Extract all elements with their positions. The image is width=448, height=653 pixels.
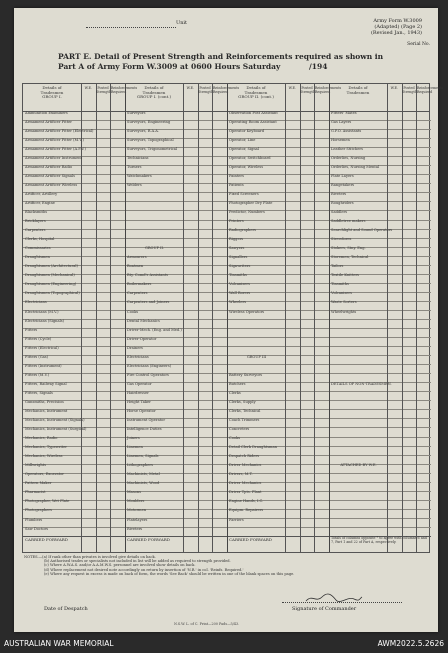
tradesman-cell: Saddletree makers <box>331 219 366 224</box>
sub-header: Reinforcements Required <box>314 86 342 94</box>
tradesman-cell: Driver Tpts. Plant <box>229 490 262 495</box>
tradesman-cell: Instrument Operator <box>127 418 166 423</box>
tradesman-cell: Equipm. Repairers <box>229 508 264 513</box>
tradesman-cell: Photographer Dry Plate <box>229 201 273 206</box>
tradesman-cell: Fixed Screeners <box>229 191 259 196</box>
tradesman-cell: Drainers <box>127 345 143 350</box>
sub-column-line <box>387 84 388 552</box>
form-id: Army Form W.3009 <box>373 18 422 24</box>
note-e: (e) Where any request in excess is made on back of form, the words 'See Back' should be written in one of the blank spaces on this page. <box>44 571 295 576</box>
tradesman-cell: Horse Operator <box>127 409 156 413</box>
tradesman-cell: Coach Trimmers <box>229 418 260 423</box>
tradesman-cell: Draughtsmen (Engineering) <box>25 282 77 287</box>
tradesman-cell: Rangetakers <box>331 182 355 187</box>
tradesman-cell: Plate Layers <box>331 173 354 178</box>
date-of-despatch-label: Date of Despatch <box>44 606 88 612</box>
carried-forward-label: CARRIED FORWARD <box>229 537 272 542</box>
tradesman-cell: Surveyors, Trigonometrical <box>127 146 178 151</box>
tradesman-cell: GROUP III <box>246 354 267 359</box>
tradesman-cell: Lithographers <box>127 463 153 468</box>
tradesman-cell: Hairdresser <box>127 390 149 395</box>
tradesman-cell: Motormen <box>127 508 147 513</box>
tradesman-cell: Armament Artificer Radio <box>25 164 73 169</box>
note-d: (d) Where replacement not desired note accordingly on return by insertion of 'N.R.' in col. 'Reinfs. Required.' <box>44 567 244 572</box>
tradesman-cell: Fitters (M.V.) <box>25 372 50 377</box>
tradesman-cell: Millwrights <box>25 463 46 468</box>
tradesman-cell: Textile Knitters <box>331 273 360 278</box>
tradesman-cell: Vulcanisers <box>331 291 352 296</box>
handwritten-signature <box>304 592 364 604</box>
tradesman-cell: Armament Artificer Signals <box>25 173 75 178</box>
form-id-block <box>371 18 422 36</box>
sub-column-line <box>183 84 184 552</box>
tradesman-cell: Operator, Signal <box>229 146 259 151</box>
tradesman-cell: Dental Mechanics <box>127 318 160 323</box>
tradesman-cell: Saw Doctors <box>25 526 49 531</box>
tradesman-cell: Pharmacist <box>25 490 46 495</box>
tradesman-cell: Riggers <box>229 237 244 242</box>
tradesman-cell: Carpenters <box>25 228 46 233</box>
tradesman-cell: Sawyers <box>229 246 245 251</box>
sub-header: W.E. <box>288 86 296 90</box>
tradesman-cell: Driver Mechanics <box>229 481 262 486</box>
tradesman-cell: Wheelwrights <box>331 309 357 314</box>
tradesman-cell: Detail Clerk Draughtsman <box>229 445 277 450</box>
tradesman-cell: ATTACHED BY W.E. <box>340 463 377 468</box>
tradesman-cell: Leather Stitchers <box>331 146 363 151</box>
tradesman-cell: Turners <box>127 164 142 169</box>
tradesman-cell: Signwriters <box>229 264 251 269</box>
tradesman-cell: Carpenters and Joiners <box>127 300 170 305</box>
sub-column-line <box>402 84 403 552</box>
tradesman-cell: Bricklayers <box>25 219 46 224</box>
tradesman-cell: Armament Artificer Fitter (M.V.) <box>25 137 84 142</box>
tradesman-cell: Armourers <box>127 255 147 260</box>
tradesman-cell: Electricians <box>25 300 47 305</box>
tradesman-cell: Riveters <box>331 191 347 196</box>
tradesman-cell: Battery Surveyors <box>229 372 263 377</box>
signature-label: Signature of Commander <box>292 606 357 612</box>
tradesman-cell: Electricians <box>127 354 149 359</box>
tradesman-cell: Fitters <box>25 327 38 332</box>
tradesman-cell: Surveyors, Topographical <box>127 137 174 142</box>
tradesman-cell: Driver-Mech. (Eng. and Med.) <box>127 327 182 332</box>
tradesman-cell: Wall Borers <box>229 291 251 296</box>
tradesman-cell: Fitters (Gas) <box>25 354 49 359</box>
tradesman-cell: Surveyors <box>127 110 146 115</box>
tradesman-cell: Carpenters <box>127 291 148 296</box>
tradesman-cell: Clerks, Supply <box>229 399 256 404</box>
tradesman-cell: Fitters, Railway Signal <box>25 381 67 386</box>
tradesman-cell: Clerks <box>229 390 241 395</box>
tradesman-cell: Fitters (Instrument) <box>25 363 62 368</box>
tradesman-cell: Mechanics, Instrument <box>25 409 68 413</box>
tradesman-cell: Cooks <box>127 309 139 314</box>
tradesman-cell: Driver-Operator <box>127 336 157 341</box>
tradesman-cell: Vulcanisers <box>229 282 250 287</box>
strength-table <box>22 83 444 553</box>
tradesman-cell: Drivers, M.T. <box>229 472 253 477</box>
form-revised: (Revised Jan., 1943) <box>370 30 422 36</box>
tradesman-cell: DETAILS OF NON-TRADESMEN. <box>331 381 392 386</box>
title-line-2-text: Part A of Army Form W.3009 at 0600 Hours Saturday <box>58 62 281 71</box>
sub-column-line <box>212 84 213 552</box>
tradesman-cell: Linemen, Signals <box>127 454 159 459</box>
tradesman-cell: Photographer, Wet Plate <box>25 499 70 504</box>
tradesman-cell: Operator, Wireless <box>229 164 264 169</box>
tradesman-cell: Ammunition Examiners <box>25 110 68 115</box>
tradesman-cell: Butchers <box>229 381 246 386</box>
tradesman-cell: Storemen, Technical <box>331 255 369 260</box>
carried-forward-label: CARRIED FORWARD <box>127 537 170 542</box>
title-line-2 <box>58 62 383 72</box>
tradesman-cell: Blacksmiths <box>25 210 48 215</box>
note-b: (b) Authorised trades or specialists not included in list will be added as required to strength provided. <box>44 559 231 564</box>
tradesman-cell: Operator Keyboard <box>229 128 265 133</box>
sub-header: Posted Strength <box>198 86 213 94</box>
tradesman-cell: Platelayers <box>127 517 148 522</box>
sub-column-line <box>416 84 417 552</box>
tradesman-cell: Engine Hands, I.C. <box>229 499 264 504</box>
tradesman-cell: Despatch Riders <box>229 454 260 459</box>
sub-column-line <box>81 84 82 552</box>
tradesman-cell: Intelligence Duties <box>127 427 162 432</box>
tradesman-cell: Machinists, Wood <box>127 481 160 486</box>
sub-column-line <box>198 84 199 552</box>
tradesman-cell: Draughtsmen (Mechanical) <box>25 273 75 278</box>
tradesman-cell: Mechanics, Radio <box>25 436 58 441</box>
tradesman-cell: Wheelers <box>229 300 247 305</box>
sub-column-line <box>96 84 97 552</box>
tradesman-cell: Mechanics, Wireless <box>25 454 63 459</box>
tradesman-cell: Orderlies, Nursing <box>331 155 366 160</box>
sub-column-line <box>110 84 111 552</box>
form-adapted: (Adapted) (Page 2) <box>374 24 422 30</box>
tradesman-cell: Saddlers <box>331 210 348 215</box>
tradesman-cell: Roughriders <box>331 201 354 206</box>
form-page <box>14 8 444 632</box>
serial-label: Serial No. <box>407 42 430 47</box>
form-title <box>58 52 383 72</box>
tradesman-cell: Waste Sorters <box>331 300 357 305</box>
tradesman-cell: Concreters <box>229 427 250 432</box>
sub-header: Posted Strength <box>300 86 315 94</box>
tradesman-cell: Fitters, Signals <box>25 390 53 395</box>
tradesman-cell: Electricians (Engineers) <box>127 363 172 368</box>
tradesman-cell: Watchmakers <box>127 173 152 178</box>
note-c: (c) Where A.W.A.S. and/or A.A.M.W.S. personnel are involved show details on back. <box>44 563 196 568</box>
group-header: Details of Tradesmen <box>346 85 370 95</box>
tradesman-cell: Operators, Excavator <box>25 472 64 477</box>
printer-note: N.S.W. L. of C. Print—200 Pads—5/43. <box>174 622 240 626</box>
tradesman-cell: Operator, Line <box>229 137 256 142</box>
sub-header: W.E. <box>186 86 194 90</box>
tradesman-cell: Armament Artificer Wireless <box>25 182 78 187</box>
tradesman-cell: Farriers <box>229 517 244 522</box>
tradesman-cell: Clerks, Hospital <box>25 237 55 242</box>
sub-header: Posted Strength <box>402 86 417 94</box>
tradesman-cell: Stokers, Stny. Eng. <box>331 246 366 251</box>
tradesman-cell: Stevedores <box>331 237 352 242</box>
sub-column-line <box>300 84 301 552</box>
tradesman-cell: Linemen <box>127 445 143 450</box>
sub-header: Reinforcements Required <box>416 86 444 94</box>
tradesman-cell: Tinsmiths <box>229 273 247 278</box>
tradesman-cell: Artificer, Artillery <box>25 191 58 196</box>
archive-footer <box>0 636 448 653</box>
tradesman-cell: Draughtsmen (Topographical) <box>25 291 80 296</box>
group-header: Details of Tradesmen GROUP II. (cont.) <box>238 85 274 99</box>
group-divider <box>125 84 126 552</box>
tradesman-cell: Patients <box>229 182 244 187</box>
tradesman-cell: Operator, Switchboard <box>229 155 271 160</box>
tradesman-cell: Gas Layers <box>331 119 352 124</box>
tradesman-cell: Pattern Maker <box>25 481 52 486</box>
tradesman-cell: Surveyors, Engineering <box>127 119 171 124</box>
tradesman-cell: Plumbers <box>25 517 43 522</box>
sub-header: W.E. <box>84 86 92 90</box>
tradesman-cell: Bty. Comd's Assistants <box>127 273 168 278</box>
sub-header: Posted Strength <box>96 86 111 94</box>
tradesman-cell: Gas Operator <box>127 381 152 386</box>
tradesman-cell: Printers <box>229 219 244 224</box>
unit-label: Unit <box>176 20 188 26</box>
tradesman-cell: Electricians (M.V.) <box>25 309 59 314</box>
tradesman-cell: Commissaries <box>25 246 51 251</box>
tradesman-cell: Observation Post Assistant <box>229 110 278 115</box>
tradesman-cell: Orderlies, Nursing Mental <box>331 164 380 169</box>
archive-name: AUSTRALIAN WAR MEMORIAL <box>4 639 114 648</box>
group-header: Details of Tradesmen GROUP I. <box>40 85 64 99</box>
unit-line <box>86 20 176 28</box>
tradesman-cell: Technicians <box>127 155 149 160</box>
sub-header: W.E. <box>390 86 398 90</box>
carried-forward-label: CARRIED FORWARD <box>25 537 68 542</box>
tradesman-cell: Signallers <box>229 255 248 260</box>
tradesman-cell: Armament Artificer Fitter (Electrical) <box>25 128 94 133</box>
tradesman-cell: Machinists, Metal <box>127 472 160 477</box>
tradesman-cell: Draughtsmen <box>25 255 50 260</box>
tradesman-cell: Boatmen <box>127 264 144 269</box>
tradesman-cell: Tailors <box>331 264 344 269</box>
tradesman-cell: GROUP II. <box>144 246 165 251</box>
tradesman-cell: Wireless Operators <box>229 309 265 314</box>
tradesman-cell: Gunsmiths, Precision <box>25 399 64 404</box>
tradesman-cell: Welders <box>127 182 142 187</box>
tradesman-cell: Boilermakers <box>127 282 152 287</box>
tradesman-cell: Joiners <box>127 436 140 441</box>
sub-header: Reinforcements Required <box>110 86 138 94</box>
tradesman-cell: Searchlight and Sound Operators <box>331 228 393 233</box>
title-line-1: PART E. Detail of Present Strength and Reinforcements required as shown in <box>58 52 384 61</box>
totals-note: Totals of columns opposite * to agree with columns 6 and 7, Part 1 and 22 of Part A, respectively. <box>331 536 427 544</box>
sub-column-line <box>314 84 315 552</box>
tradesman-cell: Clerks, Technical <box>229 409 261 413</box>
tradesman-cell: Moulders <box>127 499 145 504</box>
tradesman-cell: Driver Mechanics <box>229 463 262 468</box>
tradesman-cell: Masons <box>127 490 141 495</box>
tradesman-cell: Painters <box>229 173 244 178</box>
tradesman-cell: Predictor, Numbers <box>229 210 265 215</box>
tradesman-cell: Radiographers <box>229 228 257 233</box>
tradesman-cell: Draughtsmen (Architectural) <box>25 264 78 269</box>
tradesman-cell: Mechanics, Typewriter <box>25 445 67 450</box>
tradesman-cell: Mechanics, Instrument (Surgical) <box>25 427 87 432</box>
tradesman-cell: Height Taker <box>127 399 151 404</box>
tradesman-cell: Surveyors, R.A.A. <box>127 128 160 133</box>
tradesman-cell: Fitters' Mates <box>331 110 357 115</box>
year-text: /194 <box>309 62 328 71</box>
tradesman-cell: Armament Artificer Fitter <box>25 119 72 124</box>
notes-block <box>24 555 424 576</box>
tradesman-cell: Cooks <box>229 436 241 441</box>
note-a: NOTES.—(a) If rank other than privates is involved give details on back. <box>24 555 156 559</box>
tradesman-cell: Fire Control Operators <box>127 372 169 377</box>
group-divider <box>227 84 228 552</box>
group-divider <box>329 84 330 552</box>
group-header: Details of Tradesmen GROUP I. (cont.) <box>136 85 172 99</box>
tradesman-cell: Artificer, Engine <box>25 201 55 206</box>
tradesman-cell: Mechanics, Instrument (Signals) <box>25 418 85 423</box>
sub-column-line <box>285 84 286 552</box>
tradesman-cell: Riveters <box>127 526 143 531</box>
sub-header: Reinforcements Required <box>212 86 240 94</box>
tradesman-cell: Photographers <box>25 508 52 513</box>
tradesman-cell: Fitters (Electrical) <box>25 345 59 350</box>
tradesman-cell: Armament Artificer Instrument <box>25 155 82 160</box>
tradesman-cell: G.P.O. Assistants <box>331 128 362 133</box>
tradesman-cell: Armament Artificer Fitter (A.F.V.) <box>25 146 86 151</box>
tradesman-cell: Horsemen <box>331 137 350 142</box>
tradesman-cell: Tinsmiths <box>331 282 349 287</box>
tradesman-cell: Operating Room Assistant <box>229 119 277 124</box>
archive-id: AWM2022.5.2626 <box>377 639 444 648</box>
tradesman-cell: Fitters (Cycle) <box>25 336 52 341</box>
tradesman-cell: Electricians (Signals) <box>25 318 64 323</box>
